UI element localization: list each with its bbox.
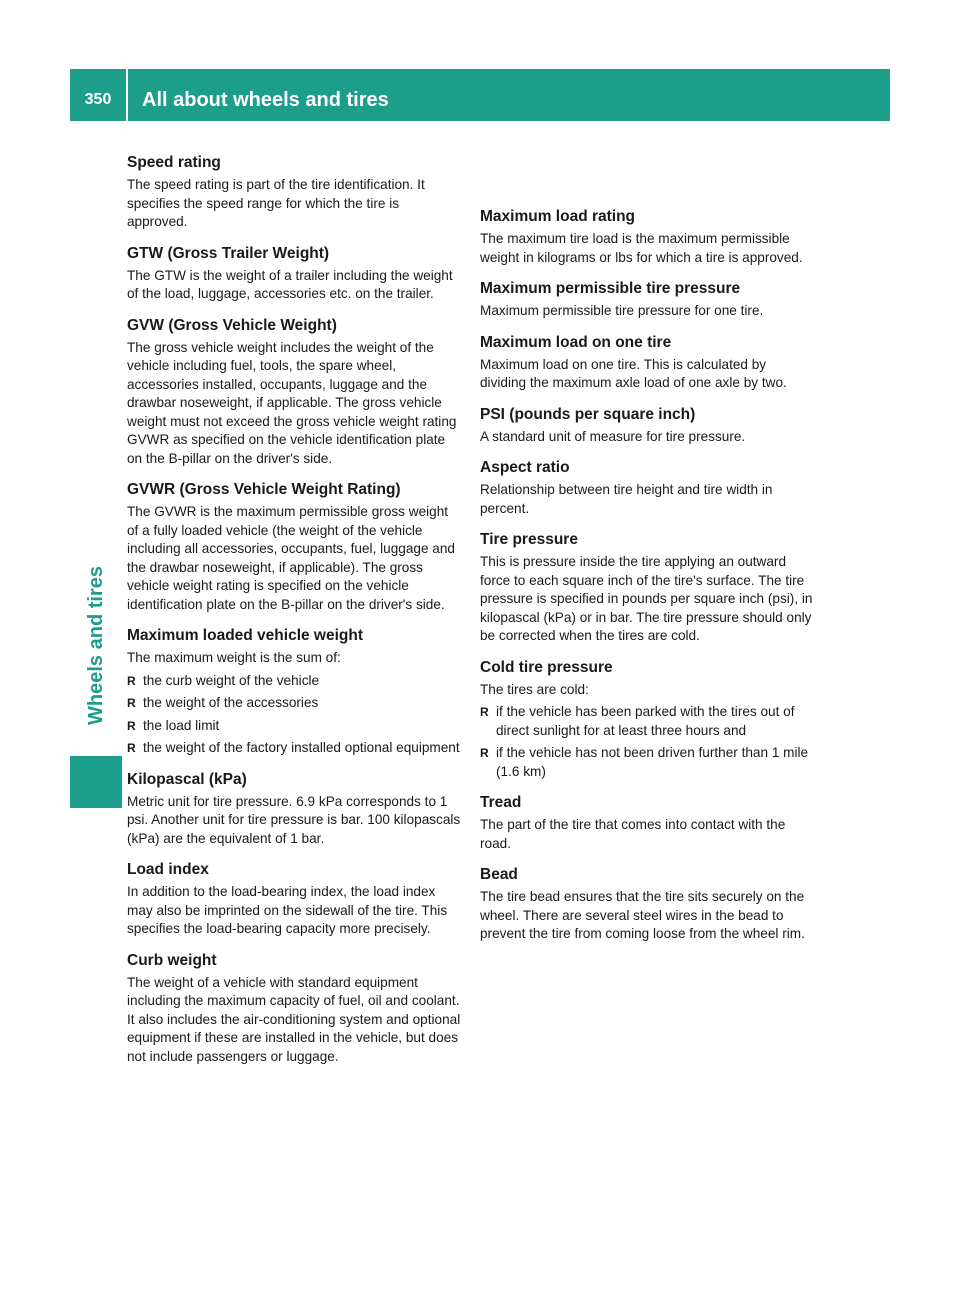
side-tab	[70, 545, 122, 745]
left-column	[127, 150, 462, 1078]
list-max-loaded	[127, 672, 462, 758]
text-psi: A standard unit of measure for tire pressure.	[480, 428, 746, 444]
list-item: R the curb weight of the vehicle	[127, 672, 462, 691]
text-max-load-rating: The maximum tire load is the maximum permissible weight in kilograms or lbs for which a tire is approved.	[480, 231, 803, 265]
page-number: 350	[84, 91, 112, 108]
heading-load-index: Load index	[127, 861, 209, 878]
side-tab-label: Wheels and tires	[84, 565, 107, 725]
text-aspect-ratio: Relationship between tire height and tire width in percent.	[480, 482, 773, 516]
heading-max-pressure: Maximum permissible tire pressure	[480, 280, 741, 297]
text-curb-weight: The weight of a vehicle with standard equipment including the maximum capacity of fuel, oil and coolant. It also includes the air-conditioning system and optional equipment if these are installed in the vehicle, but does not include passengers or luggage.	[127, 974, 461, 1064]
page-header	[70, 69, 890, 121]
text-max-pressure: Maximum permissible tire pressure for one tire.	[480, 303, 764, 318]
heading-tread: Tread	[480, 794, 522, 811]
text-bead: The tire bead ensures that the tire sits securely on the wheel. There are several steel wires in the bead to prevent the tire from coming loose from the wheel rim.	[480, 889, 805, 941]
list-item: R the load limit	[127, 717, 462, 736]
heading-aspect-ratio: Aspect ratio	[480, 459, 570, 476]
text-gvw: The gross vehicle weight includes the weight of the vehicle including fuel, tools, the spare wheel, accessories installed, occupants, luggage and the drawbar noseweight, if applicable. The gross vehicle weight must not exceed the gross vehicle weight rating GVWR as specified on the vehicle identification plate on the B-pillar on the driver's side.	[127, 339, 457, 466]
list-cold	[480, 703, 814, 781]
heading-kpa: Kilopascal (kPa)	[127, 770, 247, 788]
heading-bead: Bead	[480, 866, 518, 883]
page-title: All about wheels and tires	[142, 89, 389, 111]
heading-gvwr: GVWR (Gross Vehicle Weight Rating)	[127, 481, 401, 498]
heading-psi: PSI (pounds per square inch)	[480, 405, 696, 423]
text-speed-rating: The speed rating is part of the tire identification. It specifies the speed range for which the tire is approved.	[127, 177, 425, 229]
heading-gtw: GTW (Gross Trailer Weight)	[127, 244, 330, 262]
list-item: R the weight of the accessories	[127, 694, 462, 713]
text-max-loaded-intro: The maximum weight is the sum of:	[127, 650, 341, 665]
text-tread: The part of the tire that comes into contact with the road.	[480, 817, 786, 851]
heading-gvw: GVW (Gross Vehicle Weight)	[127, 316, 337, 334]
text-gvwr: The GVWR is the maximum permissible gross weight of a fully loaded vehicle (the weight of the vehicle including all accessories, occupants, fuel, luggage and the drawbar noseweight, if applicable). The gross vehicle weight rating is specified on the vehicle identification plate on the B-pillar on the driver's side.	[127, 504, 455, 612]
heading-cold-pressure: Cold tire pressure	[480, 658, 613, 676]
heading-max-load-one: Maximum load on one tire	[480, 333, 672, 351]
heading-max-load-rating: Maximum load rating	[480, 208, 636, 225]
text-gtw: The GTW is the weight of a trailer including the weight of the load, luggage, accessories etc. on the trailer.	[127, 267, 453, 301]
list-item: R if the vehicle has been parked with the tires out of direct sunlight for at least three hours and	[480, 703, 814, 740]
text-cold-intro: The tires are cold:	[480, 681, 589, 697]
text-tire-pressure: This is pressure inside the tire applying an outward force to each square inch of the tire's surface. The tire pressure is specified in pounds per square inch (psi), in kilopascal (kPa) or in bar. The tire pressure should only be corrected when the tires are cold.	[480, 554, 813, 643]
side-tab-marker	[70, 756, 122, 808]
text-max-load-one: Maximum load on one tire. This is calculated by dividing the maximum axle load of one axle by two.	[480, 356, 787, 390]
heading-speed-rating: Speed rating	[127, 154, 221, 171]
header-divider	[126, 69, 128, 121]
text-load-index: In addition to the load-bearing index, the load index may also be imprinted on the sidewall of the tire. This specifies the load-bearing capacity more precisely.	[127, 884, 448, 936]
list-item: R if the vehicle has not been driven further than 1 mile (1.6 km)	[480, 744, 814, 781]
heading-max-loaded: Maximum loaded vehicle weight	[127, 627, 364, 644]
heading-tire-pressure: Tire pressure	[480, 531, 578, 548]
text-kpa: Metric unit for tire pressure. 6.9 kPa corresponds to 1 psi. Another unit for tire pressure is bar. 100 kilopascals (kPa) are the equivalent of 1 bar.	[127, 793, 461, 846]
heading-curb-weight: Curb weight	[127, 951, 217, 969]
list-item: R the weight of the factory installed optional equipment	[127, 739, 462, 758]
right-column	[480, 207, 814, 956]
